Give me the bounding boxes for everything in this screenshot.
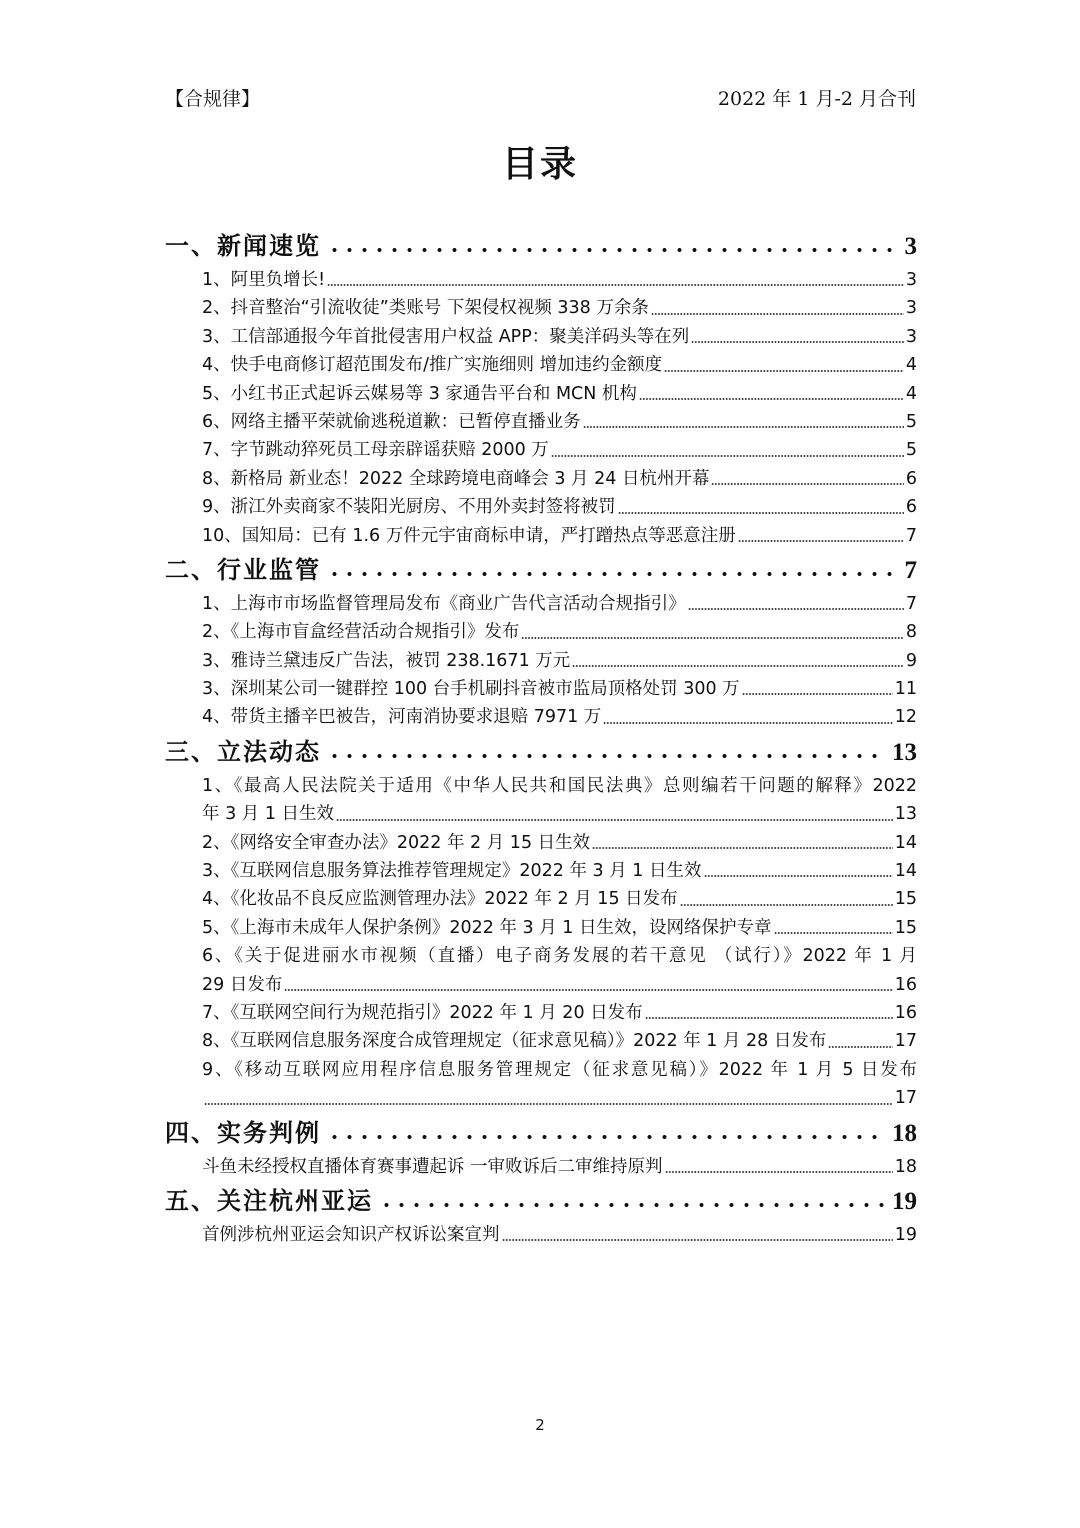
dot-leader (327, 1132, 886, 1142)
dot-leader (711, 483, 903, 485)
toc-item-text: 年 3 月 1 日生效 (202, 804, 335, 825)
toc-item-page: 17 (894, 1088, 917, 1109)
toc-item-text: 3、雅诗兰黛违反广告法，被罚 238.1671 万元 (202, 650, 571, 671)
table-of-contents (165, 226, 917, 1249)
toc-item-continuation (202, 1084, 917, 1112)
toc-item[interactable] (165, 1221, 917, 1249)
toc-item-text: 3、深圳某公司一键群控 100 台手机刷抖音被市监局顶格处罚 300 万 (202, 679, 740, 700)
dot-leader (502, 1239, 893, 1241)
section-page: 18 (892, 1119, 917, 1147)
dot-leader (284, 989, 892, 991)
dot-leader (592, 847, 893, 849)
toc-item-page: 7 (905, 593, 917, 614)
toc-item-continuation (202, 971, 917, 999)
toc-item-page: 14 (894, 861, 917, 882)
toc-item[interactable] (165, 885, 917, 913)
toc-item-page: 16 (894, 974, 917, 995)
toc-section-regulation[interactable] (165, 550, 917, 590)
section-page: 7 (904, 556, 917, 584)
toc-item[interactable] (165, 647, 917, 675)
toc-item[interactable] (165, 999, 917, 1027)
toc-item-continuation (202, 800, 917, 828)
toc-item-page: 5 (905, 411, 917, 432)
toc-item[interactable] (165, 1027, 917, 1055)
section-page: 13 (892, 738, 917, 766)
toc-item[interactable] (165, 351, 917, 379)
toc-item-page: 9 (905, 650, 917, 671)
page-number: 2 (535, 1416, 545, 1434)
toc-item[interactable] (165, 914, 917, 942)
toc-item-page: 15 (894, 917, 917, 938)
toc-item-text: 9、浙江外卖商家不装阳光厨房、不用外卖封签将被罚 (202, 497, 616, 518)
toc-item-text: 29 日发布 (202, 974, 283, 995)
toc-item[interactable] (165, 703, 917, 731)
dot-leader (551, 455, 904, 457)
toc-item-page: 11 (894, 679, 917, 700)
toc-item-text: 7、字节跳动猝死员工母亲辟谣获赔 2000 万 (202, 440, 549, 461)
toc-section-legislation[interactable] (165, 732, 917, 772)
toc-item-text: 5、《上海市未成年人保护条例》2022 年 3 月 1 日生效，设网络保护专章 (202, 917, 772, 938)
toc-item-page: 17 (894, 1031, 917, 1052)
dot-leader (664, 370, 904, 372)
dot-leader (828, 1046, 892, 1048)
toc-item-page: 6 (905, 497, 917, 518)
toc-item-page: 16 (894, 1003, 917, 1024)
toc-item-text: 8、新格局 新业态！2022 全球跨境电商峰会 3 月 24 日杭州开幕 (202, 468, 710, 489)
section-title: 一、新闻速览 (165, 232, 321, 260)
toc-item-page: 4 (905, 355, 917, 376)
toc-item-text: 1、《最高人民法院关于适用《中华人民共和国民法典》总则编若干问题的解释》2022 (202, 775, 917, 796)
dot-leader (327, 569, 899, 579)
section-page: 19 (892, 1188, 917, 1216)
dot-leader (639, 398, 904, 400)
toc-item-text: 3、工信部通报今年首批侵害用户权益 APP：聚美洋码头等在列 (202, 326, 690, 347)
toc-item-text: 首例涉杭州亚运会知识产权诉讼案宣判 (202, 1225, 500, 1246)
toc-section-news[interactable] (165, 226, 917, 266)
toc-item-page: 4 (905, 383, 917, 404)
toc-item-page: 8 (905, 622, 917, 643)
toc-item[interactable] (165, 436, 917, 464)
dot-leader (204, 1103, 893, 1105)
section-title: 四、实务判例 (165, 1118, 321, 1147)
toc-item-page: 5 (905, 440, 917, 461)
toc-item-page: 18 (894, 1156, 917, 1177)
section-title: 三、立法动态 (165, 737, 321, 766)
toc-item-text: 8、《互联网信息服务深度合成管理规定（征求意见稿）》2022 年 1 月 28 日发布 (202, 1031, 827, 1052)
dot-leader (738, 540, 904, 542)
toc-item-text: 1、上海市市场监督管理局发布《商业广告代言活动合规指引》 (202, 593, 686, 614)
toc-item-text: 9、《移动互联网应用程序信息服务管理规定（征求意见稿）》2022 年 1 月 5 日发布 (202, 1059, 917, 1080)
dot-leader (618, 512, 904, 514)
toc-item[interactable] (165, 266, 917, 294)
dot-leader (774, 932, 893, 934)
toc-item-page: 3 (905, 298, 917, 319)
dot-leader (651, 313, 904, 315)
toc-item-page: 14 (894, 832, 917, 853)
dot-leader (572, 665, 904, 667)
toc-item[interactable] (165, 294, 917, 322)
dot-leader (680, 904, 893, 906)
toc-item[interactable] (165, 618, 917, 646)
toc-section-cases[interactable] (165, 1113, 917, 1153)
toc-item-text: 10、国知局：已有 1.6 万件元宇宙商标申请，严打蹭热点等恶意注册 (202, 525, 736, 546)
dot-leader (704, 875, 893, 877)
toc-item-text: 斗鱼未经授权直播体育赛事遭起诉 一审败诉后二审维持原判 (202, 1156, 663, 1177)
toc-item[interactable] (165, 408, 917, 436)
toc-section-asian-games[interactable] (165, 1181, 917, 1221)
toc-item-text: 2、《上海市盲盒经营活动合规指引》发布 (202, 622, 520, 643)
toc-item[interactable] (165, 323, 917, 351)
toc-item-page: 3 (905, 270, 917, 290)
toc-item-text: 1、阿里负增长! (202, 270, 326, 290)
toc-item[interactable] (165, 857, 917, 885)
dot-leader (603, 722, 892, 724)
dot-leader (521, 637, 903, 639)
toc-item-page: 6 (905, 468, 917, 489)
toc-item-text: 4、带货主播辛巴被告，河南消协要求退赔 7971 万 (202, 707, 602, 728)
toc-item-page: 19 (894, 1225, 917, 1246)
dot-leader (645, 1017, 893, 1019)
dot-leader (336, 819, 893, 821)
toc-item[interactable] (165, 522, 917, 550)
toc-item[interactable] (165, 1056, 917, 1113)
section-page: 3 (904, 233, 917, 260)
toc-item-page: 13 (894, 804, 917, 825)
header-left-label: 【合规律】 (165, 88, 261, 110)
toc-item-text: 6、《关于促进丽水市视频（直播）电子商务发展的若干意见 （试行）》2022 年 1 月 (202, 946, 917, 967)
toc-item-text: 3、《互联网信息服务算法推荐管理规定》2022 年 3 月 1 日生效 (202, 861, 702, 882)
section-title: 二、行业监管 (165, 555, 321, 584)
toc-item[interactable] (165, 772, 917, 829)
dot-leader (327, 751, 886, 761)
toc-item-text: 5、小红书正式起诉云媒易等 3 家通告平台和 MCN 机构 (202, 383, 637, 404)
header-issue-date: 2022 年 1 月-2 月合刊 (717, 88, 916, 110)
toc-item-text: 4、《化妆品不良反应监测管理办法》2022 年 2 月 15 日发布 (202, 889, 678, 910)
toc-item-page: 12 (894, 707, 917, 728)
toc-item[interactable] (165, 590, 917, 618)
toc-item[interactable] (165, 829, 917, 857)
dot-leader (665, 1171, 893, 1173)
toc-item-text: 2、《网络安全审查办法》2022 年 2 月 15 日生效 (202, 832, 591, 853)
toc-item[interactable] (165, 380, 917, 408)
dot-leader (379, 1200, 886, 1210)
toc-item[interactable] (165, 493, 917, 521)
toc-item-text: 6、网络主播平荣就偷逃税道歉：已暂停直播业务 (202, 411, 581, 432)
dot-leader (327, 284, 904, 286)
toc-item-text: 4、快手电商修订超范围发布/推广实施细则 增加违约金额度 (202, 355, 663, 376)
dot-leader (583, 426, 904, 428)
toc-item[interactable] (165, 1153, 917, 1181)
toc-item[interactable] (165, 942, 917, 999)
toc-item-page: 3 (905, 326, 917, 347)
dot-leader (327, 245, 899, 255)
toc-item-text: 2、抖音整治“引流收徒”类账号 下架侵权视频 338 万余条 (202, 298, 649, 319)
page-title: 目录 (501, 144, 578, 185)
toc-item[interactable] (165, 675, 917, 703)
dot-leader (691, 341, 904, 343)
toc-item[interactable] (165, 465, 917, 493)
dot-leader (688, 608, 904, 610)
toc-item-text: 7、《互联网空间行为规范指引》2022 年 1 月 20 日发布 (202, 1003, 643, 1024)
toc-item-page: 15 (894, 889, 917, 910)
dot-leader (742, 693, 893, 695)
section-title: 五、关注杭州亚运 (165, 1187, 373, 1216)
toc-item-page: 7 (905, 525, 917, 546)
